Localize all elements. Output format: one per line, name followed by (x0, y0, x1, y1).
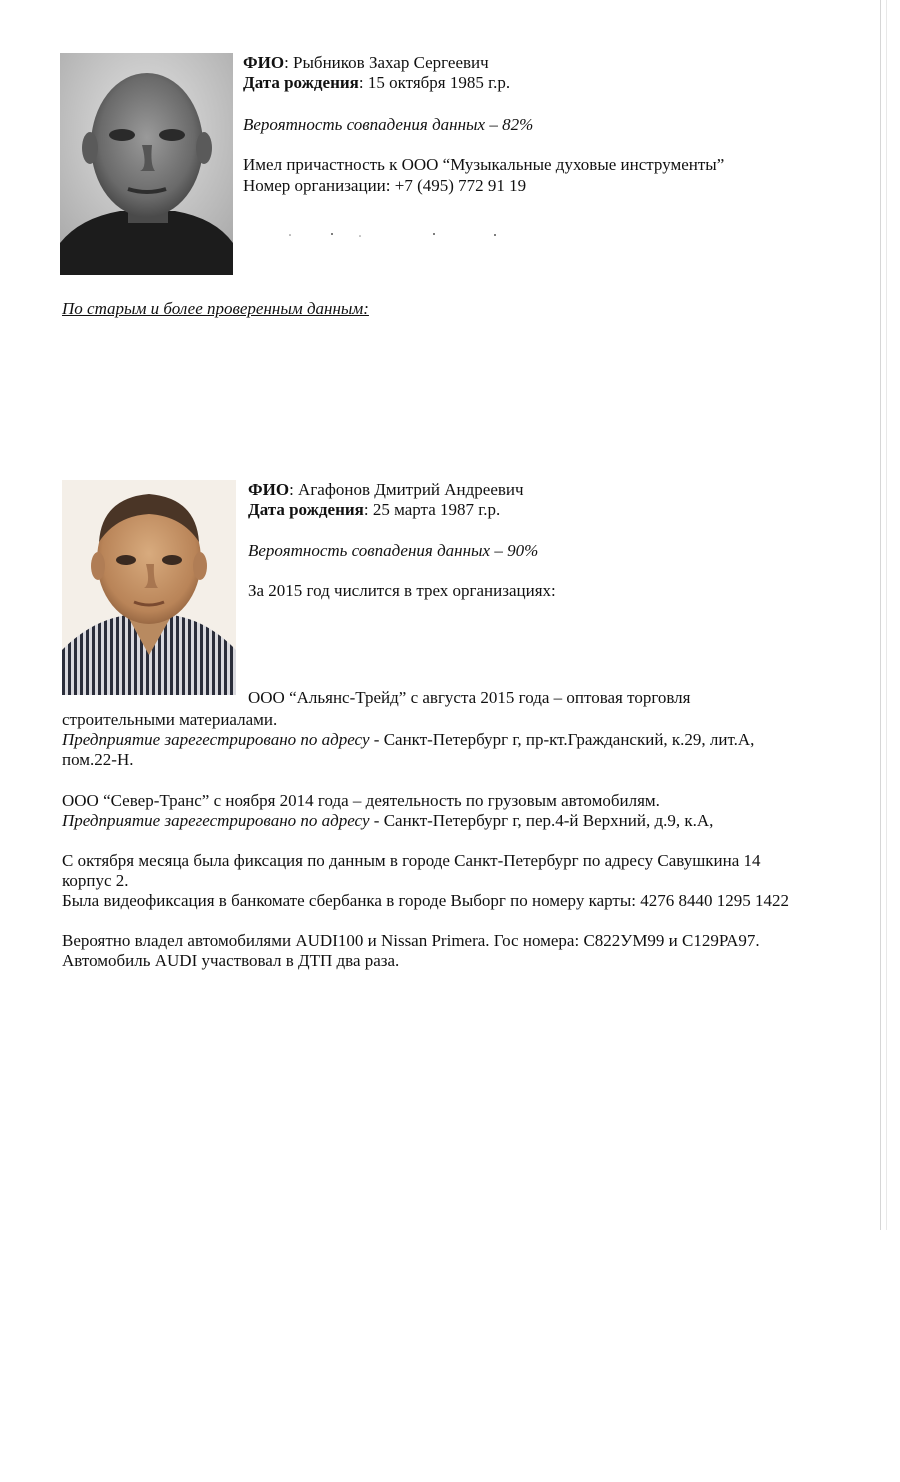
person1-fio-label: ФИО (243, 53, 285, 72)
fixation-line2: корпус 2. (62, 871, 129, 890)
person2-fio-label: ФИО (248, 480, 290, 499)
fixation-line1: С октября месяца была фиксация по данным в городе Санкт-Петербург по адресу Савушкина 14 (62, 851, 761, 870)
org1-address (62, 730, 754, 750)
person2-orgs-intro: За 2015 год числится в трех организациях: (248, 581, 556, 600)
cars-line1: Вероятно владел автомобилями AUDI100 и Nissan Primera. Гос номера: С822УМ99 и С129РА97. (62, 931, 760, 950)
person1-fio-value: Рыбников Захар Сергеевич (293, 53, 489, 72)
person1-affiliation: Имел причастность к ООО “Музыкальные духовые инструменты” (243, 155, 725, 174)
person1-dob-line (243, 73, 510, 93)
person2-probability: Вероятность совпадения данных – 90% (248, 541, 539, 560)
scan-edge-right (880, 0, 881, 1230)
scan-edge-right-outer (886, 0, 887, 1230)
person1-portrait-image (60, 53, 233, 275)
scan-specks (282, 230, 522, 242)
org2-address (62, 811, 713, 831)
person2-dob-label: Дата рождения (248, 500, 364, 519)
person1-dob-sep: : (358, 73, 368, 92)
person1-dob-value: 15 октября 1985 г.р. (367, 73, 511, 92)
person2-dob-value: 25 марта 1987 г.р. (372, 500, 501, 519)
org1-address-label: Предприятие зарегестрировано по адресу (62, 730, 370, 749)
cars-line2: Автомобиль AUDI участвовал в ДТП два раза. (62, 951, 400, 970)
org1-line2: строительными материалами. (62, 710, 278, 729)
person1-photo (60, 53, 233, 275)
person2-fio-sep: : (289, 480, 299, 499)
org2-address-label: Предприятие зарегестрировано по адресу (62, 811, 370, 830)
org2-address-value: - Санкт-Петербург г, пер.4-й Верхний, д.9, к.А, (373, 811, 714, 830)
org1-address-line2: пом.22-Н. (62, 750, 134, 769)
person2-fio-value: Агафонов Дмитрий Андреевич (298, 480, 524, 499)
person1-fio-line (243, 53, 489, 73)
person1-probability: Вероятность совпадения данных – 82% (243, 115, 534, 134)
person1-org-phone: Номер организации: +7 (495) 772 91 19 (243, 176, 527, 195)
older-data-heading: По старым и более проверенным данным: (62, 299, 369, 318)
person2-fio-line (248, 480, 524, 500)
org1-line1: ООО “Альянс-Трейд” с августа 2015 года – оптовая торговля (248, 688, 691, 707)
org2-line1: ООО “Север-Транс” с ноября 2014 года – деятельность по грузовым автомобилям. (62, 791, 660, 810)
person1-dob-label: Дата рождения (243, 73, 359, 92)
person2-dob-sep: : (363, 500, 373, 519)
org1-address-value: - Санкт-Петербург г, пр-кт.Гражданский, к.29, лит.А, (373, 730, 755, 749)
video-fixation: Была видеофиксация в банкомате сбербанка в городе Выборг по номеру карты: 4276 8440 1295 1422 (62, 891, 789, 910)
person2-portrait-image (62, 480, 236, 695)
person2-dob-line (248, 500, 500, 520)
person2-photo (62, 480, 236, 695)
person1-fio-sep: : (284, 53, 294, 72)
